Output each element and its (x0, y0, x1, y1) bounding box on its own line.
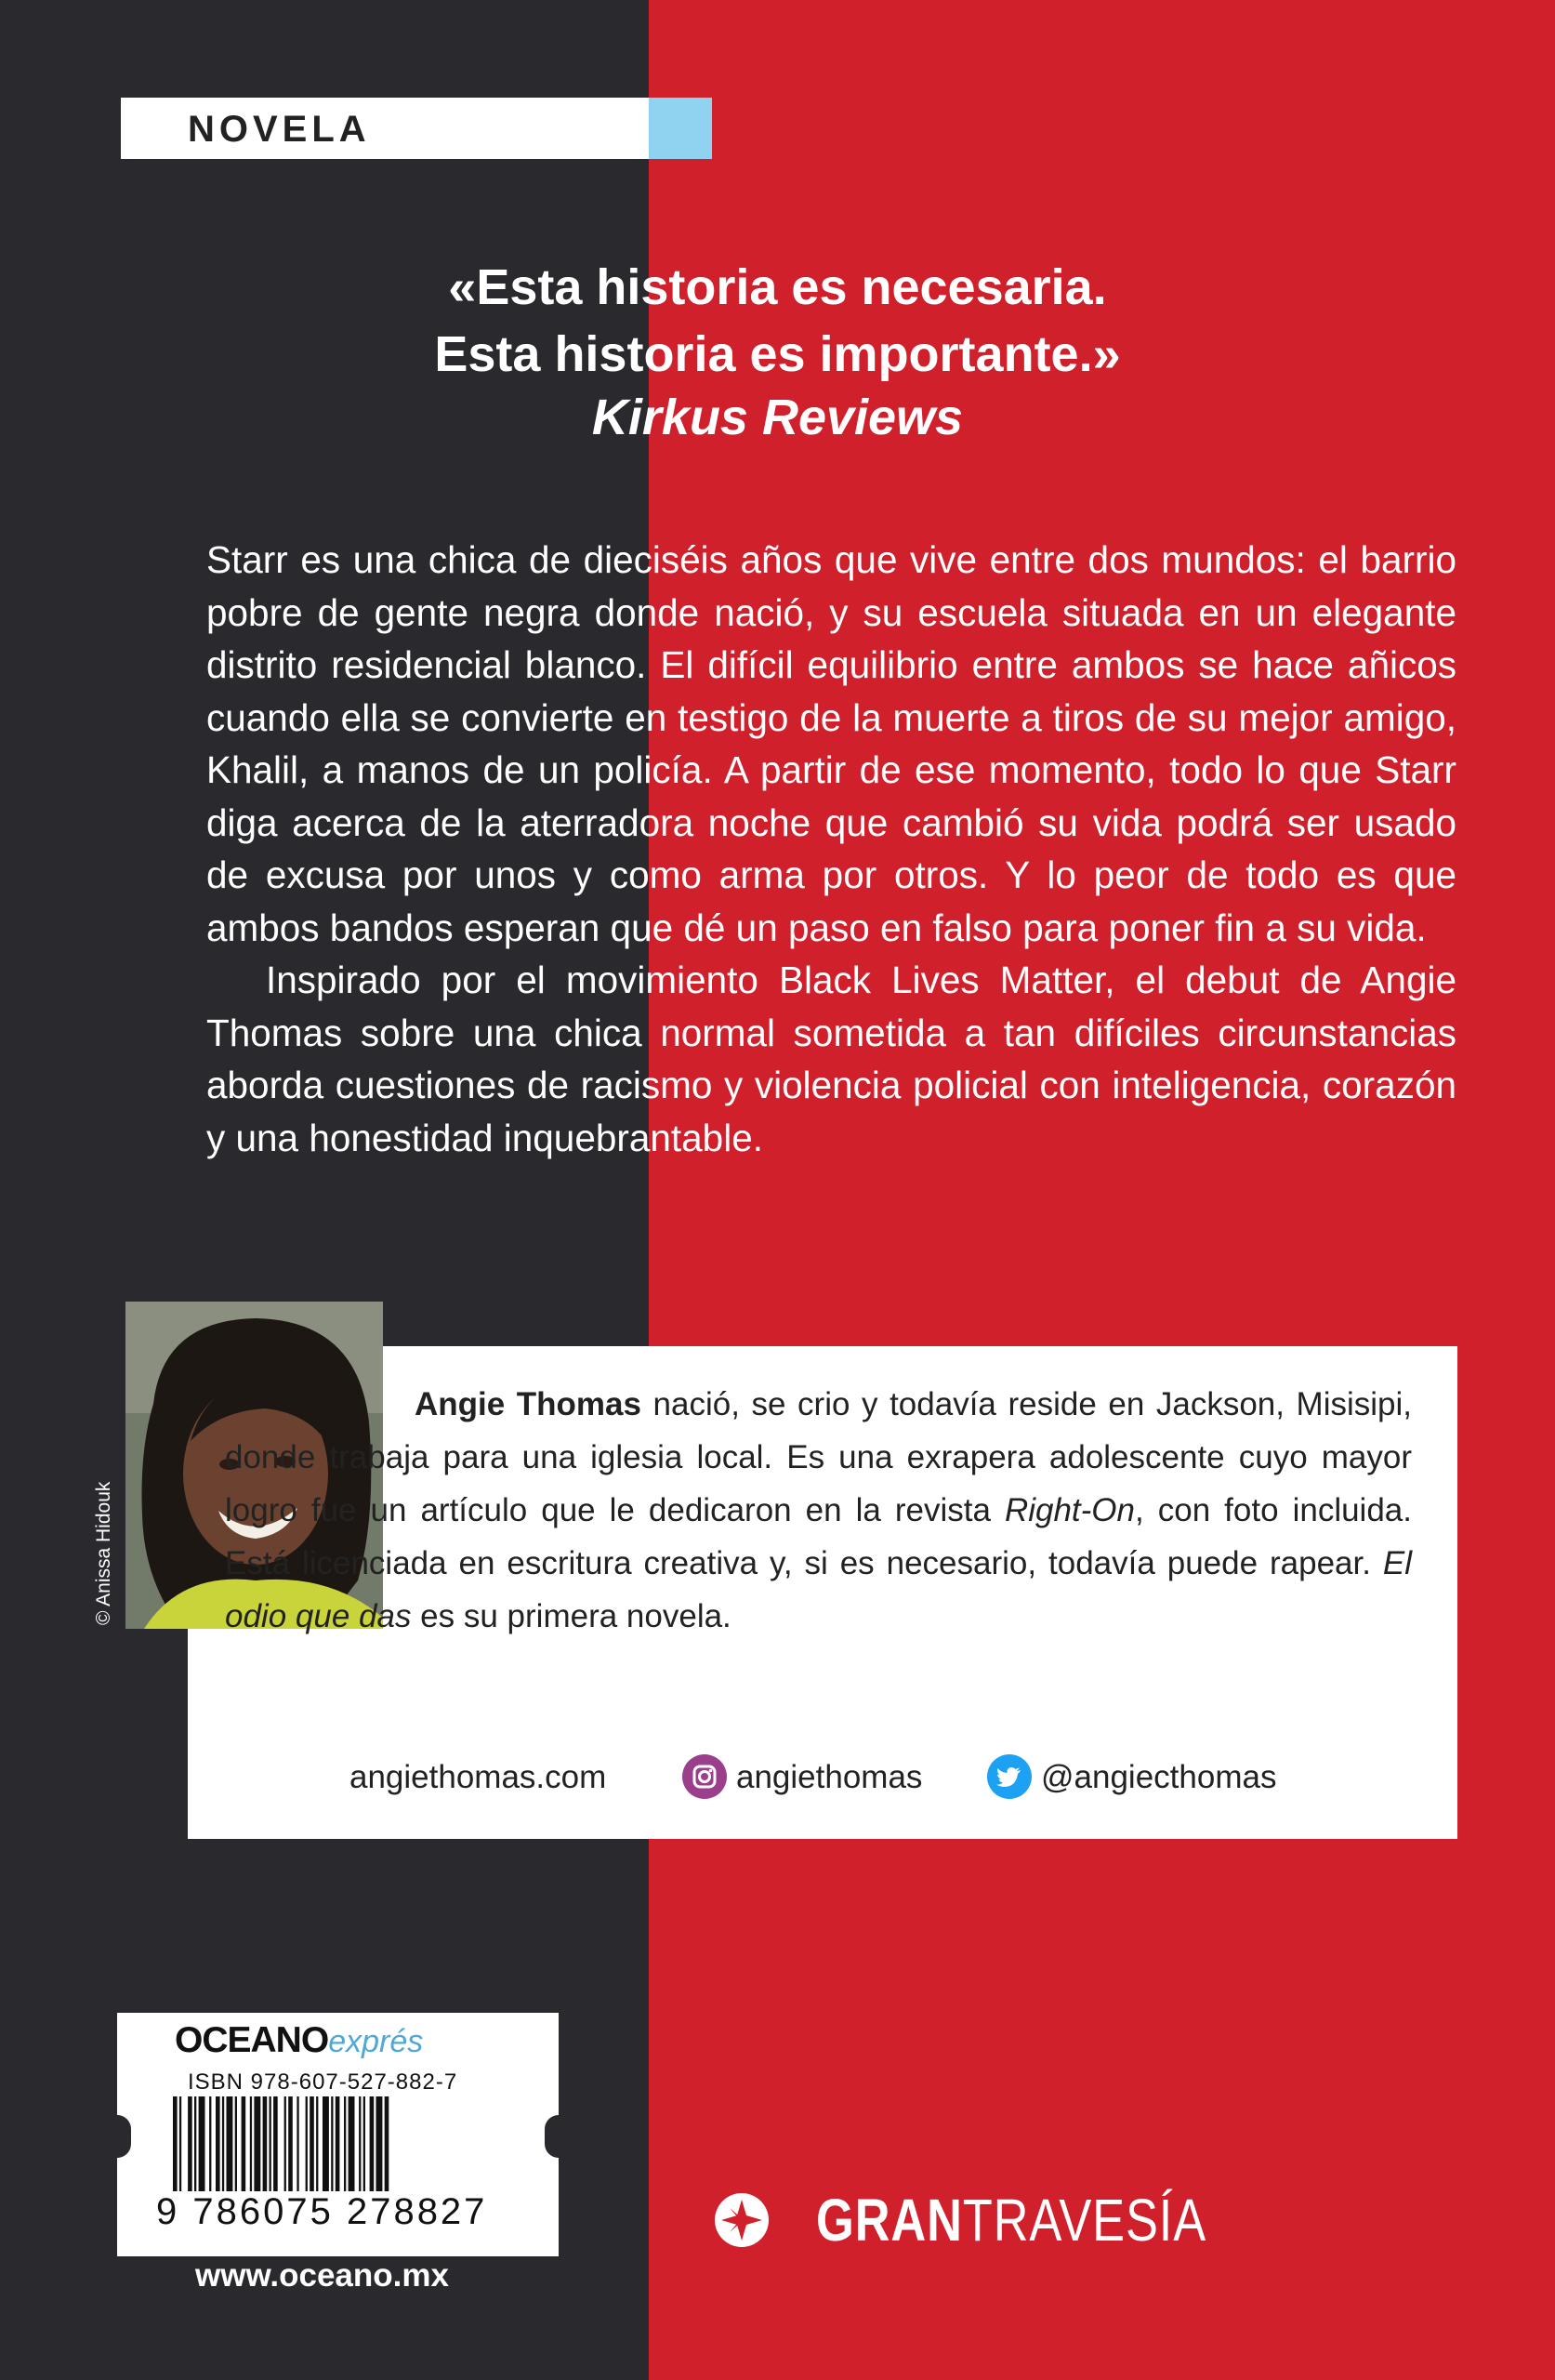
twitter-icon (987, 1754, 1032, 1799)
imprint-name-part1: GRAN (816, 2187, 963, 2254)
instagram-icon (682, 1754, 727, 1799)
synopsis-paragraph-1: Starr es una chica de dieciséis años que vive entre dos mundos: el barrio pobre de gente negra donde nació, y su escuela situada en un elegante distrito residencial blanco. El difícil equilibrio entre ambos se hace añicos cuando ella se convierte en testigo de la muerte a tiros de su mejor amigo, Khalil, a manos de un policía. A partir de ese momento, todo lo que Starr diga acerca de la aterradora noche que cambió su vida podrá ser usado de excusa por unos y como arma por otros. Y lo peor de todo es que ambos bandos esperan que dé un paso en falso para poner fin a su vida. (206, 538, 1456, 949)
author-name: Angie Thomas (415, 1386, 641, 1422)
genre-tag (121, 98, 712, 159)
quote-line-1: «Esta historia es necesaria. (448, 259, 1107, 315)
genre-tag-accent (649, 98, 712, 159)
magazine-title: Right-On (1004, 1492, 1135, 1528)
quote-source: Kirkus Reviews (591, 390, 964, 445)
publisher-logo-sub: exprés (328, 2024, 424, 2059)
synopsis (206, 534, 1456, 1164)
barcode-notch-left (103, 2115, 131, 2158)
genre-label: NOVELA (188, 109, 371, 150)
isbn-label: ISBN 978-607-527-882-7 (188, 2069, 458, 2095)
imprint-name (816, 2183, 1206, 2257)
bio-text-2: , con foto incluida. Está licenciada en escritura creativa y, si es necesario, todavía puede rapear. (225, 1492, 1412, 1581)
instagram-handle-label: angiethomas (736, 1759, 923, 1795)
twitter-handle[interactable] (987, 1752, 1276, 1804)
publisher-logo (175, 2020, 423, 2061)
barcode-box (117, 2013, 559, 2256)
publisher-website[interactable]: www.oceano.mx (195, 2257, 449, 2294)
compass-star-icon (714, 2192, 770, 2248)
photo-credit: © Anissa Hidouk (93, 1481, 114, 1625)
author-website-label: angiethomas.com (349, 1759, 607, 1795)
twitter-handle-label: @angiecthomas (1041, 1759, 1277, 1795)
author-website[interactable] (349, 1752, 606, 1804)
bio-text-1: nació, se crio y todavía reside en Jackson, Misisipi, donde trabaja para una iglesia local. Es una exrapera adolescente cuyo mayor logro fue un artículo que le dedicaron en la revista (225, 1386, 1412, 1528)
synopsis-paragraph-2: Inspirado por el movimiento Black Lives Matter, el debut de Angie Thomas sobre una chica normal sometida a tan difíciles circunstancias aborda cuestiones de racismo y violencia policial con inteligencia, corazón y una honestidad inquebrantable. (206, 959, 1456, 1159)
imprint-name-part2: TRAVESÍA (962, 2187, 1207, 2254)
author-bio (225, 1378, 1412, 1643)
barcode-number: 9 786075 278827 (156, 2191, 488, 2232)
instagram-handle[interactable] (682, 1752, 922, 1804)
publisher-logo-main: OCEANO (175, 2020, 329, 2060)
bio-text-3: es su primera novela. (411, 1598, 731, 1634)
barcode-notch-right (545, 2115, 573, 2158)
book-title: El odio que das (225, 1545, 1412, 1634)
quote-line-2: Esta historia es importante.» (434, 326, 1121, 382)
